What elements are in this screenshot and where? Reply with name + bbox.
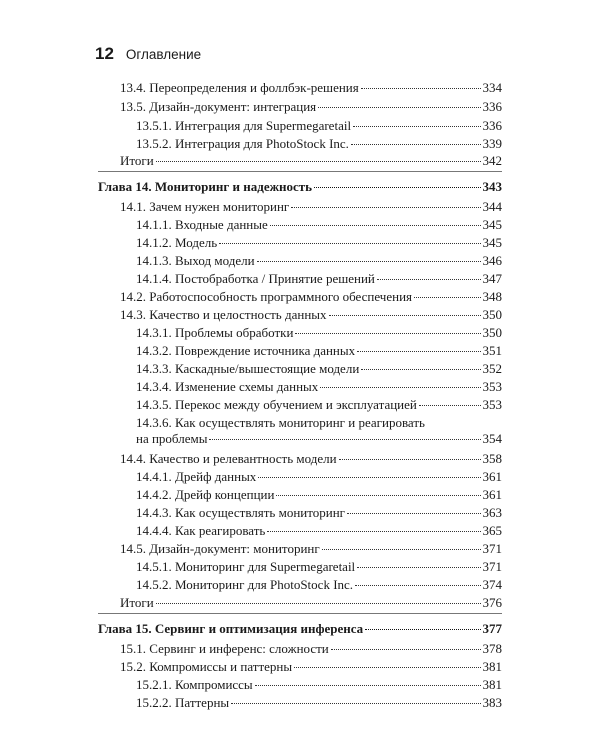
toc-entry-page: 354: [482, 431, 502, 446]
toc-entry[interactable]: [120, 199, 502, 215]
dot-leader: [353, 126, 480, 127]
toc-entry-page: 347: [482, 271, 502, 286]
toc-entry-page: 374: [482, 577, 502, 592]
dot-leader: [209, 439, 480, 440]
toc-entry-page: 381: [482, 677, 502, 692]
toc-entry-continuation: [136, 431, 502, 447]
toc-entry-title: 14.3.2. Повреждение источника данных: [136, 343, 356, 358]
toc-entry-title: 13.5.2. Интеграция для PhotoStock Inc.: [136, 136, 349, 151]
toc-entry-page: 371: [482, 559, 502, 574]
toc-entry[interactable]: [136, 271, 502, 287]
toc-entry-page: 353: [482, 397, 502, 412]
toc-entry-title: 14.3.5. Перекос между обучением и эксплуатацией: [136, 397, 417, 412]
toc-entry-page: 365: [482, 523, 502, 538]
toc-entry-page: 363: [482, 505, 502, 520]
dot-leader: [276, 495, 480, 496]
toc-entry[interactable]: [136, 469, 502, 485]
toc-entry[interactable]: [136, 523, 502, 539]
toc-entry[interactable]: [120, 99, 502, 115]
toc-entry-page: 351: [482, 343, 502, 358]
toc-entry-title: 14.4.4. Как реагировать: [136, 523, 266, 538]
dot-leader: [329, 315, 481, 316]
toc-entry-title: 13.4. Переопределения и фоллбэк-решения: [120, 80, 359, 95]
toc-entry-page: 344: [482, 199, 502, 214]
dot-leader: [294, 667, 480, 668]
toc-entry-title: Итоги: [120, 595, 154, 610]
toc-entry[interactable]: [136, 415, 502, 447]
toc-entry-page: 346: [482, 253, 502, 268]
toc-entry-page: 376: [482, 595, 502, 610]
dot-leader: [331, 649, 481, 650]
toc-entry[interactable]: [136, 397, 502, 413]
toc-entry[interactable]: [120, 541, 502, 557]
dot-leader: [291, 207, 480, 208]
dot-leader: [295, 333, 480, 334]
toc-entry-title: 14.5. Дизайн-документ: мониторинг: [120, 541, 320, 556]
toc-entry-page: 350: [482, 325, 502, 340]
toc-entry-title: 14.4.1. Дрейф данных: [136, 469, 257, 484]
toc-entry-title: 14.1.4. Постобработка / Принятие решений: [136, 271, 375, 286]
toc-entry[interactable]: [120, 641, 502, 657]
toc-entry-title: 14.4. Качество и релевантность модели: [120, 451, 337, 466]
toc-entry[interactable]: [120, 307, 502, 323]
toc-entry[interactable]: [136, 695, 502, 711]
toc-entry-page: 334: [482, 80, 502, 95]
dot-leader: [351, 144, 481, 145]
toc-entry-page: 358: [482, 451, 502, 466]
toc-entry-page: 377: [482, 621, 502, 636]
toc-entry[interactable]: [120, 595, 502, 611]
toc-entry-page: 381: [482, 659, 502, 674]
toc-entry[interactable]: [120, 153, 502, 169]
toc-chapter-entry[interactable]: [98, 621, 502, 637]
dot-leader: [355, 585, 480, 586]
toc-entry[interactable]: [136, 136, 502, 152]
toc-entry-title: Глава 15. Сервинг и оптимизация инференса: [98, 621, 364, 636]
running-head: Оглавление: [125, 47, 202, 62]
toc-entry[interactable]: [120, 80, 502, 96]
toc-entry[interactable]: [136, 253, 502, 269]
dot-leader: [419, 405, 481, 406]
dot-leader: [339, 459, 481, 460]
toc-entry-title: 14.3. Качество и целостность данных: [120, 307, 327, 322]
toc-entry-title: 15.2.1. Компромиссы: [136, 677, 253, 692]
toc-entry-page: 378: [482, 641, 502, 656]
dot-leader: [270, 225, 481, 226]
page-number: 12: [95, 44, 114, 63]
toc-entry-page: 352: [482, 361, 502, 376]
toc-entry-title: 14.3.1. Проблемы обработки: [136, 325, 294, 340]
toc-entry-page: 361: [482, 487, 502, 502]
dot-leader: [347, 513, 480, 514]
toc-entry-page: 353: [482, 379, 502, 394]
toc-entry-page: 343: [482, 179, 502, 194]
dot-leader: [365, 629, 480, 630]
dot-leader: [231, 703, 480, 704]
toc-entry-title: 14.1.3. Выход модели: [136, 253, 255, 268]
toc-entry-title: 13.5.1. Интеграция для Supermegaretail: [136, 118, 352, 133]
dot-leader: [255, 685, 481, 686]
dot-leader: [357, 351, 480, 352]
toc-entry-title: 14.2. Работоспособность программного обеспечения: [120, 289, 413, 304]
toc-entry-title: 13.5. Дизайн-документ: интеграция: [120, 99, 317, 114]
dot-leader: [219, 243, 480, 244]
toc-entry-page: 336: [482, 99, 502, 114]
toc-entry[interactable]: [136, 677, 502, 693]
toc-entry-page: 371: [482, 541, 502, 556]
toc-entry-title: 14.3.3. Каскадные/вышестоящие модели: [136, 361, 360, 376]
dot-leader: [361, 369, 480, 370]
toc-entry-title: 14.3.6. Как осуществлять мониторинг и реагировать: [136, 415, 425, 430]
dot-leader: [414, 297, 480, 298]
toc-entry-page: 348: [482, 289, 502, 304]
toc-entry-title: Итоги: [120, 153, 154, 168]
toc-entry[interactable]: [136, 505, 502, 521]
dot-leader: [314, 187, 480, 188]
toc-entry-page: 350: [482, 307, 502, 322]
toc-entry[interactable]: [136, 235, 502, 251]
toc-entry-page: 339: [482, 136, 502, 151]
toc-chapter-entry[interactable]: [98, 179, 502, 195]
toc-entry-title: 14.4.3. Как осуществлять мониторинг: [136, 505, 346, 520]
toc-entry-title: Глава 14. Мониторинг и надежность: [98, 179, 313, 194]
toc-entry[interactable]: [136, 487, 502, 503]
toc-entry[interactable]: [136, 577, 502, 593]
toc-entry-title: 14.3.4. Изменение схемы данных: [136, 379, 319, 394]
toc-entry[interactable]: [120, 451, 502, 467]
toc-entry-page: 336: [482, 118, 502, 133]
toc-entry[interactable]: [136, 217, 502, 233]
toc-entry-page: 342: [482, 153, 502, 168]
toc-entry[interactable]: [136, 379, 502, 395]
toc-entry-title: 14.1.2. Модель: [136, 235, 218, 250]
section-divider: [98, 171, 502, 172]
dot-leader: [357, 567, 480, 568]
dot-leader: [156, 161, 481, 162]
dot-leader: [361, 88, 481, 89]
dot-leader: [267, 531, 480, 532]
toc-entry-page: 345: [482, 217, 502, 232]
dot-leader: [257, 261, 481, 262]
toc-entry-page: 361: [482, 469, 502, 484]
toc-entry-page: 383: [482, 695, 502, 710]
toc-entry-title-continued: на проблемы: [136, 431, 208, 446]
toc-entry[interactable]: [136, 343, 502, 359]
toc-entry-title: 14.5.1. Мониторинг для Supermegaretail: [136, 559, 356, 574]
dot-leader: [156, 603, 481, 604]
toc-entry-title: 15.1. Сервинг и инференс: сложности: [120, 641, 329, 656]
toc-entry[interactable]: [120, 289, 502, 305]
dot-leader: [258, 477, 480, 478]
toc-entry-title: 15.2.2. Паттерны: [136, 695, 230, 710]
toc-entry[interactable]: [136, 559, 502, 575]
toc-entry[interactable]: [136, 361, 502, 377]
toc-entry-page: 345: [482, 235, 502, 250]
toc-entry[interactable]: [120, 659, 502, 675]
toc-entry-title: 14.1. Зачем нужен мониторинг: [120, 199, 290, 214]
dot-leader: [318, 107, 480, 108]
dot-leader: [320, 387, 480, 388]
dot-leader: [322, 549, 481, 550]
toc-entry-title: 14.1.1. Входные данные: [136, 217, 268, 232]
dot-leader: [377, 279, 481, 280]
toc-entry-title: 14.4.2. Дрейф концепции: [136, 487, 275, 502]
section-divider: [98, 613, 502, 614]
toc-entry[interactable]: [136, 118, 502, 134]
toc-entry-title: 14.5.2. Мониторинг для PhotoStock Inc.: [136, 577, 354, 592]
toc-entry[interactable]: [136, 325, 502, 341]
toc-entry-title: 15.2. Компромиссы и паттерны: [120, 659, 293, 674]
